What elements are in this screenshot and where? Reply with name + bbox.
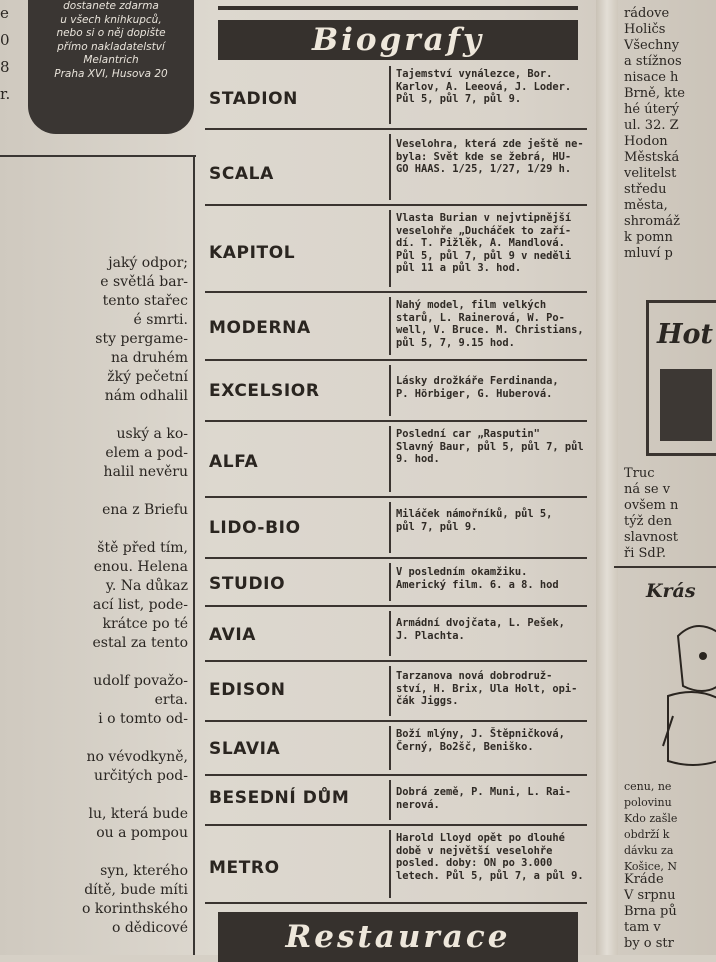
right-text-line: města, bbox=[624, 198, 668, 213]
fragment-line: r. bbox=[0, 85, 11, 103]
article-line bbox=[0, 786, 188, 805]
article-line: syn, kterého bbox=[100, 863, 188, 879]
right-text-line: slavnost bbox=[624, 530, 679, 545]
film-description: Tarzanova nová dobrodruž- ství, H. Brix, Ula Holt, opi- čák Jiggs. bbox=[396, 670, 578, 708]
right-text-line: a stížnos bbox=[624, 54, 682, 69]
right-text-line: Brně, kte bbox=[624, 86, 685, 101]
row-divider bbox=[389, 666, 391, 716]
film-description: Nahý model, film velkých starů, L. Rainerová, W. Po- well, V. Bruce. M. Christians, půl 5, 7, 9.15 hod. bbox=[396, 299, 584, 349]
article-line: halil nevěru bbox=[103, 464, 188, 480]
right-bottom-text bbox=[624, 780, 677, 876]
melantrich-advert bbox=[28, 0, 194, 134]
article-line: elem a pod- bbox=[105, 445, 188, 461]
right-text-line: Truc bbox=[624, 466, 655, 481]
right-last-text bbox=[624, 872, 677, 952]
advert-line: přímo nakladatelství bbox=[57, 40, 165, 53]
right-text-line: V srpnu bbox=[624, 888, 676, 903]
article-line: jaký odpor; bbox=[108, 255, 188, 271]
film-description: Armádní dvojčata, L. Pešek, J. Plachta. bbox=[396, 617, 565, 642]
article-line: y. Na důkaz bbox=[105, 578, 188, 594]
article-line: na druhém bbox=[110, 350, 188, 366]
footer-section-title: Restaurace bbox=[285, 919, 511, 955]
cinema-name: EXCELSIOR bbox=[209, 381, 320, 401]
film-description: Tajemství vynálezce, Bor. Karlov, A. Leeová, J. Loder. Půl 5, půl 7, půl 9. bbox=[396, 68, 572, 106]
right-text-line: rádove bbox=[624, 6, 670, 21]
article-line bbox=[0, 406, 188, 425]
cinema-row bbox=[203, 722, 589, 776]
right-text-line: ovšem n bbox=[624, 498, 679, 513]
article-line: určitých pod- bbox=[94, 768, 188, 784]
article-line: estal za tento bbox=[92, 635, 188, 651]
cinema-row bbox=[203, 293, 589, 361]
cinema-row bbox=[203, 662, 589, 722]
article-line: lu, která bude bbox=[88, 806, 188, 822]
article-line: é smrti. bbox=[133, 312, 188, 328]
right-text-line: tam v bbox=[624, 920, 661, 935]
film-description: Poslední car „Rasputin" Slavný Baur, půl 5, půl 7, půl 9. hod. bbox=[396, 428, 584, 466]
right-text-line: ři SdP. bbox=[624, 546, 666, 561]
right-text-line: Hodon bbox=[624, 134, 668, 149]
film-description: Dobrá země, P. Muni, L. Rai- nerová. bbox=[396, 786, 572, 811]
film-description: Harold Lloyd opět po dlouhé době v největší veselohře posled. doby: ON po 3.000 letech. Půl 5, půl 7, a půl 9. bbox=[396, 832, 584, 882]
cinema-name: STADION bbox=[209, 89, 298, 109]
hot-label: Hot bbox=[657, 319, 713, 350]
right-text-line: obdrží k bbox=[624, 828, 670, 841]
cinema-row bbox=[203, 361, 589, 422]
cinema-row bbox=[203, 607, 589, 662]
row-divider bbox=[389, 210, 391, 287]
cinema-row bbox=[203, 559, 589, 607]
cinema-name: METRO bbox=[209, 858, 280, 878]
article-line bbox=[0, 729, 188, 748]
film-description: Boží mlýny, J. Štěpničková, Černý, Bo2šč, Beniško. bbox=[396, 728, 565, 753]
article-line: i o tomto od- bbox=[98, 711, 188, 727]
film-description: V posledním okamžiku. Americký film. 6. a 8. hod bbox=[396, 566, 559, 591]
row-divider bbox=[389, 134, 391, 200]
article-line: no vévodkyně, bbox=[86, 749, 188, 765]
article-line: e světlá bar- bbox=[100, 274, 188, 290]
cinema-row bbox=[203, 776, 589, 826]
advert-line: Melantrich bbox=[83, 54, 139, 66]
cinema-name: KAPITOL bbox=[209, 243, 296, 263]
article-line: erta. bbox=[154, 692, 188, 708]
advert-line: nebo si o něj dopište bbox=[56, 27, 166, 39]
cinema-name: AVIA bbox=[209, 625, 257, 645]
row-divider bbox=[389, 830, 391, 898]
right-top-text bbox=[624, 6, 685, 262]
cartoon-illustration bbox=[658, 606, 716, 774]
article-line: tento stařec bbox=[102, 293, 188, 309]
article-line: ena z Briefu bbox=[102, 502, 188, 518]
right-rule bbox=[614, 566, 716, 568]
right-text-line: týž den bbox=[624, 514, 672, 529]
article-line: o dědicové bbox=[111, 920, 188, 936]
row-divider bbox=[389, 66, 391, 124]
right-text-line: Všechny bbox=[624, 38, 680, 53]
row-rule bbox=[205, 902, 587, 904]
row-divider bbox=[389, 726, 391, 770]
cinema-row bbox=[203, 62, 589, 130]
kras-heading: Krás bbox=[646, 580, 696, 602]
article-line: nám odhalil bbox=[104, 388, 188, 404]
cinema-name: LIDO-BIO bbox=[209, 518, 301, 538]
right-text-line: polovinu bbox=[624, 796, 672, 809]
fragment-line: 8 bbox=[0, 58, 10, 76]
advert-line: u všech knihkupců, bbox=[60, 13, 162, 26]
cinema-row bbox=[203, 498, 589, 559]
cinema-name: STUDIO bbox=[209, 574, 286, 594]
article-line: krátce po té bbox=[102, 616, 188, 632]
row-divider bbox=[389, 297, 391, 355]
right-text-line: středu bbox=[624, 182, 667, 197]
article-line bbox=[0, 843, 188, 862]
advert-image-block bbox=[660, 369, 712, 441]
cinema-name: SCALA bbox=[209, 164, 274, 184]
cinema-row bbox=[203, 826, 589, 904]
cinema-row bbox=[203, 206, 589, 293]
row-divider bbox=[389, 563, 391, 601]
hot-advert bbox=[646, 300, 716, 456]
cinema-listings bbox=[203, 0, 589, 955]
fragment-line: e bbox=[0, 4, 9, 22]
cinema-row bbox=[203, 130, 589, 206]
article-line: žký pečetní bbox=[107, 369, 188, 385]
right-text-line: Městská bbox=[624, 150, 680, 165]
row-divider bbox=[389, 365, 391, 416]
right-text-line: velitelst bbox=[624, 166, 677, 181]
film-description: Lásky drožkáře Ferdinanda, P. Hörbiger, G. Huberová. bbox=[396, 375, 559, 400]
right-text-line: hé úterý bbox=[624, 102, 680, 117]
left-column bbox=[0, 0, 200, 955]
cinema-name: MODERNA bbox=[209, 318, 311, 338]
article-line: ací list, pode- bbox=[92, 597, 188, 613]
article-line: enou. Helena bbox=[93, 559, 188, 575]
row-divider bbox=[389, 502, 391, 553]
film-description: Veselohra, která zde ještě ne- byla: Svět kde se žebrá, HU- GO HAAS. 1/25, 1/27, 1/29 h. bbox=[396, 138, 584, 176]
article-line bbox=[0, 653, 188, 672]
article-line bbox=[0, 482, 188, 501]
advert-line: Praha XVI, Husova 20 bbox=[54, 67, 168, 80]
film-description: Miláček námořníků, půl 5, půl 7, půl 9. bbox=[396, 508, 553, 533]
article-line: uský a ko- bbox=[116, 426, 188, 442]
right-text-line: Kráde bbox=[624, 872, 664, 887]
right-text-line: ná se v bbox=[624, 482, 671, 497]
right-text-line: by o str bbox=[624, 936, 674, 951]
fragment-line: 0 bbox=[0, 31, 10, 49]
column-rule bbox=[193, 155, 195, 955]
article-line: ou a pompou bbox=[96, 825, 188, 841]
right-text-line: Košice, N bbox=[624, 860, 677, 873]
cinema-name: BESEDNÍ DŮM bbox=[209, 788, 350, 808]
row-divider bbox=[389, 426, 391, 492]
right-text-line: ul. 32. Z bbox=[624, 118, 679, 133]
cinema-row bbox=[203, 422, 589, 498]
right-text-line: shromáž bbox=[624, 214, 681, 229]
left-article-text bbox=[0, 254, 188, 938]
right-text-line: cenu, ne bbox=[624, 780, 672, 793]
advert-line: dostanete zdarma bbox=[63, 0, 159, 12]
top-rule bbox=[218, 6, 578, 10]
cinema-name: SLAVIA bbox=[209, 739, 281, 759]
cinema-name: EDISON bbox=[209, 680, 286, 700]
row-divider bbox=[389, 611, 391, 656]
right-text-line: nisace h bbox=[624, 70, 679, 85]
article-line bbox=[0, 520, 188, 539]
right-text-line: dávku za bbox=[624, 844, 674, 857]
right-text-line: Brna pů bbox=[624, 904, 677, 919]
article-line: o korinthského bbox=[81, 901, 188, 917]
right-text-line: k pomn bbox=[624, 230, 673, 245]
right-text-line: mluví p bbox=[624, 246, 673, 261]
right-column bbox=[614, 0, 716, 955]
section-title: Biografy bbox=[311, 22, 485, 58]
article-line: ště před tím, bbox=[97, 540, 188, 556]
left-top-fragments bbox=[0, 0, 22, 108]
right-text-line: Kdo zašle bbox=[624, 812, 678, 825]
film-description: Vlasta Burian v nejvtipnější veselohře „Ducháček to zaří- dí. T. Pižlěk, A. Mandlová. Půl 5, půl 7, půl 9 v neděli půl 11 a půl 3. hod. bbox=[396, 212, 572, 275]
right-mid-text bbox=[624, 466, 678, 562]
cinema-name: ALFA bbox=[209, 452, 259, 472]
article-line: udolf považo- bbox=[93, 673, 188, 689]
left-divider-rule bbox=[0, 155, 196, 157]
right-text-line: Holičs bbox=[624, 22, 666, 37]
article-line: sty pergame- bbox=[95, 331, 188, 347]
article-line: dítě, bude míti bbox=[84, 882, 188, 898]
row-divider bbox=[389, 780, 391, 820]
biografy-banner bbox=[218, 20, 578, 60]
